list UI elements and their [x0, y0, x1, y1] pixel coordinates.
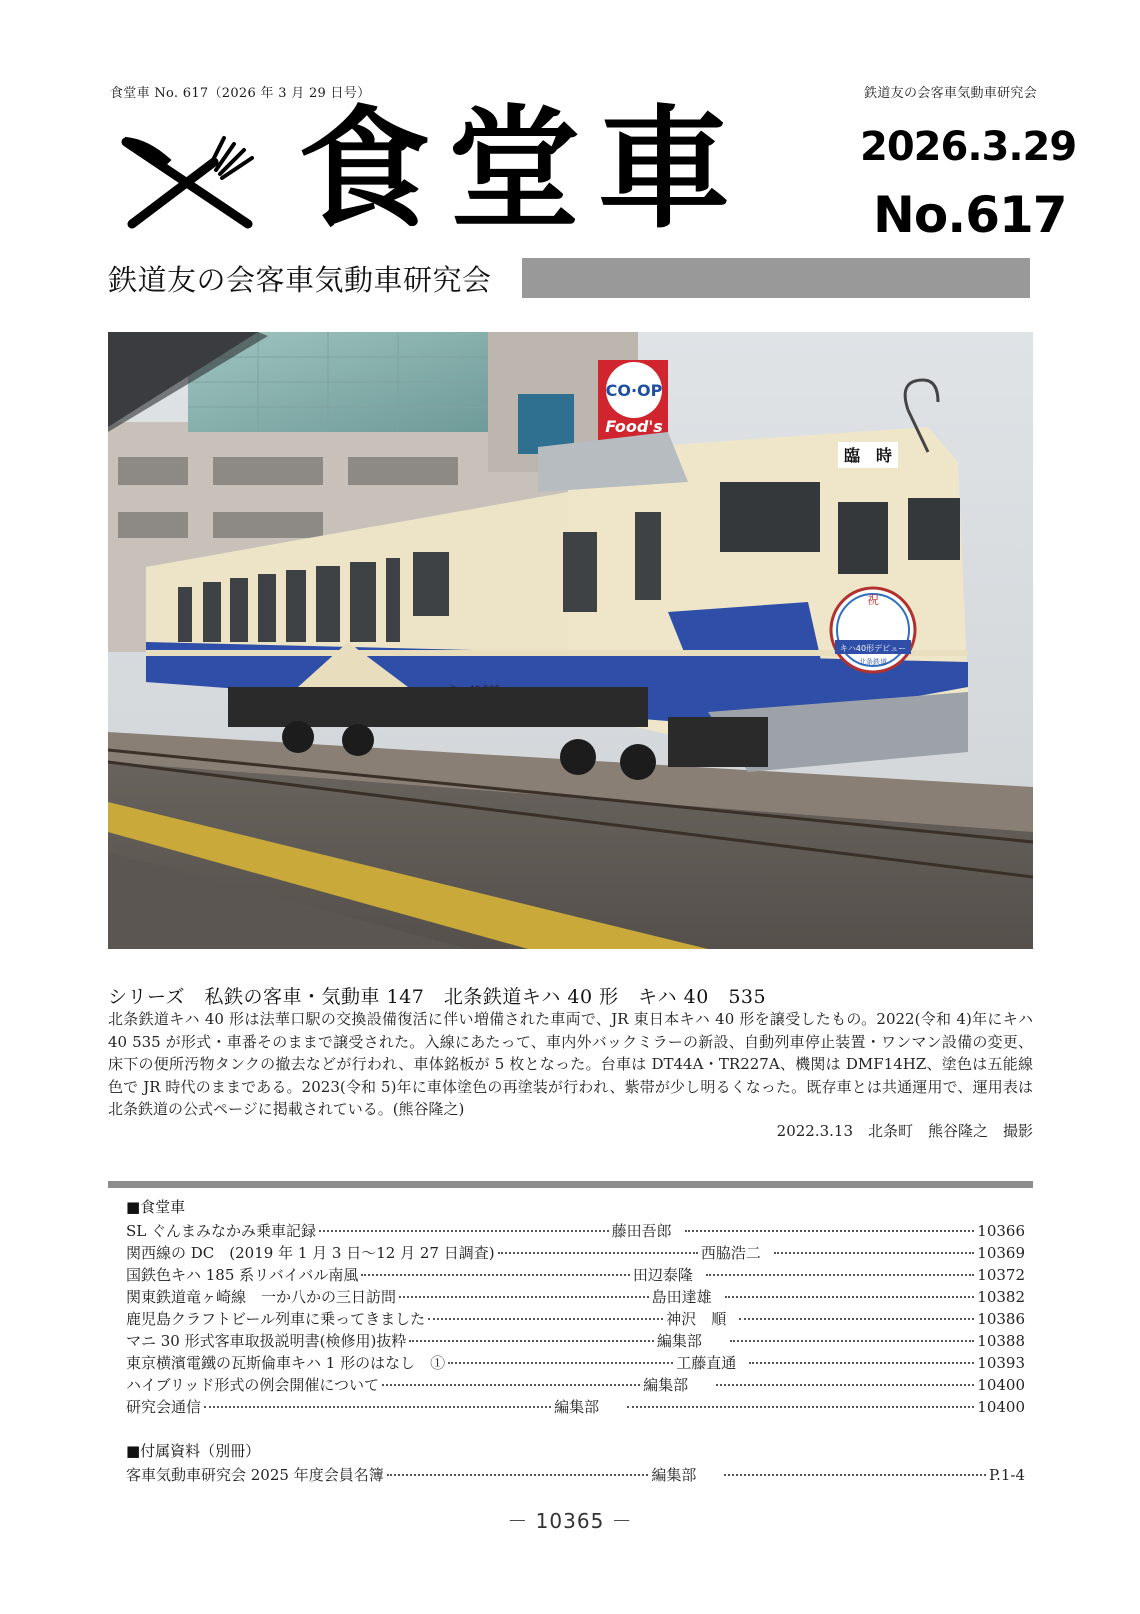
toc-entry-author: 神沢 順 — [666, 1310, 727, 1328]
toc-entry-page: 10393 — [977, 1354, 1025, 1372]
page-number: － 10365 － — [507, 1509, 633, 1533]
knife-fork-icon — [118, 132, 260, 236]
toc-leader — [409, 1340, 653, 1342]
toc-entry-page: P.1-4 — [989, 1466, 1026, 1484]
toc-leader — [204, 1406, 551, 1408]
toc-leader — [725, 1296, 975, 1298]
toc-leader — [627, 1406, 974, 1408]
toc-entry-page: 10400 — [977, 1398, 1026, 1416]
toc-leader — [774, 1252, 974, 1254]
toc-leader — [730, 1340, 974, 1342]
destination-sign: 臨 時 — [843, 446, 893, 465]
toc-entry-title: 関西線の DC (2019 年 1 月 3 日～12 月 27 日調査) — [126, 1244, 495, 1262]
toc-entry-author: 藤田吾郎 — [611, 1222, 672, 1240]
toc-heading-main: ■食堂車 — [126, 1198, 186, 1216]
toc-entry-page: 10382 — [977, 1288, 1026, 1306]
toc-entry-page: 10366 — [977, 1222, 1026, 1240]
toc-entry[interactable] — [126, 1352, 1025, 1374]
toc-entry[interactable] — [126, 1330, 1025, 1352]
toc-entry[interactable] — [126, 1374, 1025, 1396]
toc-entry-page: 10388 — [977, 1332, 1025, 1350]
toc-leader — [448, 1362, 673, 1364]
toc-leader — [749, 1362, 974, 1364]
issue-number: No.617 — [873, 186, 1067, 244]
toc-leader — [382, 1384, 640, 1386]
issue-line: 食堂車 No. 617（2026 年 3 月 29 日号） — [110, 86, 371, 101]
toc-entry-author: 西脇浩二 — [700, 1244, 761, 1262]
toc-leader — [685, 1230, 975, 1232]
toc-leader — [319, 1230, 609, 1232]
toc-entry[interactable] — [126, 1396, 1025, 1418]
toc-leader — [724, 1474, 986, 1476]
issue-date: 2026.3.29 — [860, 124, 1077, 170]
photo-credit: 2022.3.13 北条町 熊谷隆之 撮影 — [776, 1122, 1033, 1140]
toc-divider — [108, 1181, 1033, 1188]
masthead-subtitle: 鉄道友の会客車気動車研究会 — [108, 263, 492, 297]
toc-heading-supplement: ■付属資料（別冊） — [126, 1442, 261, 1460]
toc-entry-page: 10369 — [977, 1244, 1025, 1262]
toc-entry[interactable] — [126, 1286, 1025, 1308]
toc-entry-page: 10400 — [977, 1376, 1025, 1394]
toc-entry-title: 客車気動車研究会 2025 年度会員名簿 — [126, 1466, 384, 1484]
toc-entry-title: SL ぐんまみなかみ乗車記録 — [126, 1222, 317, 1240]
toc-entry[interactable] — [126, 1220, 1025, 1242]
toc-leader — [706, 1274, 974, 1276]
headmark-top: 祝 — [866, 593, 880, 607]
headmark-sub: 北条鉄道 — [859, 658, 887, 666]
toc-entry-title: 鹿児島クラフトビール列車に乗ってきました — [126, 1310, 426, 1328]
toc-entry[interactable] — [126, 1464, 1025, 1486]
publisher: 鉄道友の会客車気動車研究会 — [864, 86, 1037, 101]
toc-entry-author: 島田達雄 — [651, 1288, 712, 1306]
toc-entry-author: 編集部 — [643, 1376, 689, 1394]
toc-leader — [387, 1474, 649, 1476]
toc-entry-author: 編集部 — [651, 1466, 697, 1484]
toc-entry-author: 編集部 — [656, 1332, 702, 1350]
headmark-main: キハ40形デビュー — [839, 644, 907, 653]
caption-title: シリーズ 私鉄の客車・気動車 147 北条鉄道キハ 40 形 キハ 40 535 — [108, 986, 767, 1008]
caption-body: 北条鉄道キハ 40 形は法華口駅の交換設備復活に伴い増備された車両で、JR 東日本キハ 40 形を譲受したもの。2022(令和 4)年にキハ 40 535 が形式・車番そのままで譲受された。入線にあたって、車内外バックミラーの新設、自動列車停止装置・ワンマン設備の変更、床下の便所汚物タンクの撤去などが行われ、車体銘板が 5 枚となった。台車は DT44A・TR227A、機関は DMF14HZ、塗色は五能線色で JR 時代のままである。2023(令和 5)年に車体塗色の再塗装が行われ、紫帯が少し明るくなった。既存車とは共通運用で、運用表は北条鉄道の公式ページに掲載されている。(熊谷隆之) — [108, 1010, 1033, 1118]
toc-entry-title: マニ 30 形式客車取扱説明書(検修用)抜粋 — [126, 1332, 407, 1350]
toc-leader — [498, 1252, 698, 1254]
masthead-title: 食堂車 — [298, 93, 748, 247]
cover-photo — [108, 332, 1033, 949]
toc-leader — [428, 1318, 663, 1320]
toc-entry-title: ハイブリッド形式の例会開催について — [126, 1376, 380, 1394]
toc-entry-author: 工藤直通 — [676, 1354, 737, 1372]
toc-leader — [361, 1274, 629, 1276]
toc-leader — [739, 1318, 974, 1320]
toc-leader — [716, 1384, 974, 1386]
masthead-bar — [522, 258, 1030, 298]
toc-entry[interactable] — [126, 1242, 1025, 1264]
toc-entry-title: 国鉄色キハ 185 系リバイバル南風 — [126, 1266, 359, 1284]
coop-sign: CO·OP — [605, 381, 663, 400]
foods-sign: Food's — [605, 417, 663, 436]
toc-entry-page: 10372 — [977, 1266, 1026, 1284]
toc-entry-author: 田辺泰隆 — [632, 1266, 693, 1284]
toc-entry-page: 10386 — [977, 1310, 1026, 1328]
toc-entry-title: 研究会通信 — [126, 1398, 202, 1416]
toc-entry-title: 東京横濱電鐵の瓦斯倫車キハ 1 形のはなし ① — [126, 1354, 446, 1372]
toc-entry[interactable] — [126, 1308, 1025, 1330]
toc-entry-author: 編集部 — [554, 1398, 600, 1416]
toc-entry[interactable] — [126, 1264, 1025, 1286]
toc-entry-title: 関東鉄道竜ヶ崎線 一か八かの三日訪問 — [126, 1288, 397, 1306]
toc-leader — [399, 1296, 649, 1298]
